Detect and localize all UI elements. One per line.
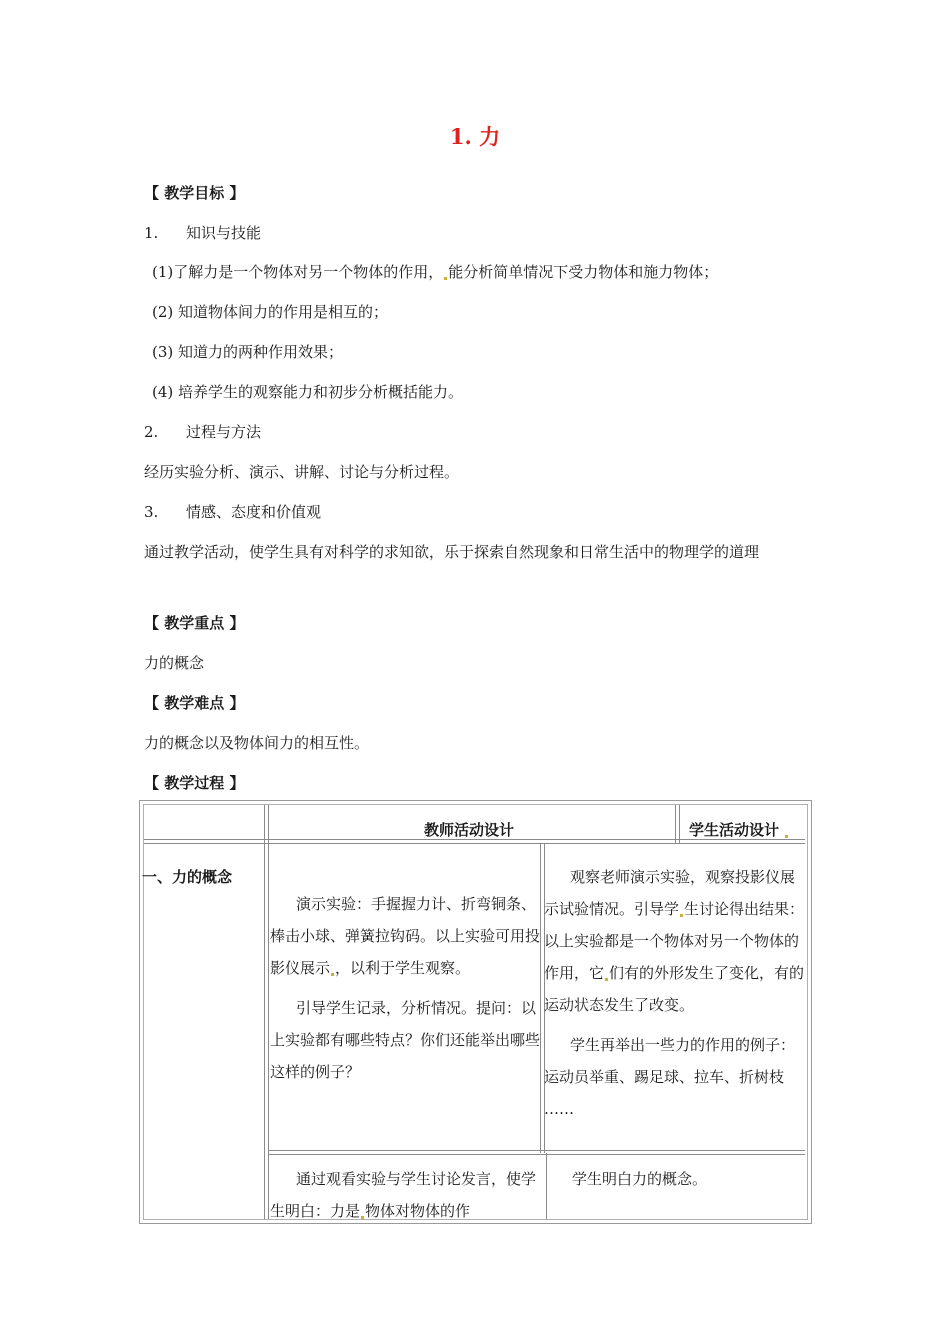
k2-number: 2. — [144, 423, 159, 441]
page-title: 1. 力 — [449, 124, 501, 149]
difficulty-heading: 【 教学难点 】 — [144, 694, 245, 712]
row2-student-cell — [546, 1163, 802, 1195]
process-table — [139, 800, 812, 1224]
row1-teacher-p1 — [270, 888, 540, 984]
k1-item-4: (4) 培养学生的观察能力和初步分析概括能力。 — [152, 383, 464, 401]
difficulty-body: 力的概念以及物体间力的相互性。 — [144, 734, 370, 752]
row1-student-p1-c: 们有的外形发生了变化，有的运动状态发生了改变。 — [544, 964, 805, 1014]
col-divider-2-header — [675, 805, 680, 843]
row-divider — [268, 1150, 805, 1155]
k2-heading — [144, 422, 261, 442]
k1-number: 1. — [144, 224, 159, 242]
k3-text: 情感、态度和价值观 — [186, 503, 322, 521]
row2-student-text: 学生明白力的概念。 — [572, 1170, 708, 1188]
k1-item-1-a: (1)了解力是一个物体对另一个物体的作用， — [152, 263, 444, 281]
row1-teacher-p1-a: 演示实验：手握握力计、折弯铜条、棒击小球、弹簧拉钩码。以上实验可用投影仪展示 — [270, 895, 541, 977]
mark-dot — [444, 277, 447, 280]
row1-teacher-p1-b: ，以利于学生观察。 — [335, 959, 471, 977]
mark-dot — [331, 973, 334, 976]
row2-teacher-a: 通过观看实验与学生讨论发言，使学生明白：力是 — [270, 1170, 537, 1219]
header-student — [689, 820, 789, 840]
k3-body: 通过教学活动，使学生具有对科学的求知欲，乐于探索自然现象和日常生活中的物理学的道理 — [144, 543, 760, 561]
header-student-label: 学生活动设计 — [689, 821, 780, 839]
k3-heading — [144, 502, 321, 522]
k1-item-3: (3) 知道力的两种作用效果； — [152, 343, 344, 361]
row2-teacher-cell — [270, 1163, 542, 1219]
k3-number: 3. — [144, 503, 159, 521]
row1-student-p2: 学生再举出一些力的作用的例子：运动员举重、踢足球、拉车、折树枝 …… — [544, 1036, 796, 1118]
row1-student-p1-b: 生讨论得出结果：以上实验都是一个物体对另一个物体的作用，它 — [544, 900, 805, 982]
row1-student-p1-a: 观察老师演示实验，观察投影仪展示试验情况。引导学 — [544, 868, 796, 918]
k1-item-2: (2) 知道物体间力的作用是相互的； — [152, 303, 389, 321]
goals-heading: 【 教学目标 】 — [144, 184, 245, 202]
k2-text: 过程与方法 — [186, 423, 262, 441]
row1-student-p1 — [544, 861, 806, 1021]
key-body: 力的概念 — [144, 654, 205, 672]
k2-body: 经历实验分析、演示、讲解、讨论与分析过程。 — [144, 463, 460, 481]
header-teacher: 教师活动设计 — [424, 821, 515, 839]
row1-teacher-cell — [270, 888, 540, 1088]
k1-item-1-b: 能分析简单情况下受力物体和施力物体； — [448, 263, 719, 281]
key-heading: 【 教学重点 】 — [144, 614, 245, 632]
k1-heading — [144, 223, 261, 243]
row1-student-cell — [544, 861, 806, 1125]
mark-dot — [361, 1216, 364, 1219]
col-divider-1 — [264, 805, 269, 1219]
k1-item-1 — [152, 262, 718, 282]
row1-teacher-p2: 引导学生记录，分析情况。提问：以上实验都有哪些特点？你们还能举出哪些这样的例子？ — [270, 999, 541, 1081]
mark-dot — [605, 978, 608, 981]
k1-text: 知识与技能 — [186, 224, 262, 242]
row2-teacher-text — [270, 1163, 542, 1219]
process-heading: 【 教学过程 】 — [144, 774, 245, 792]
row1-label: 一、力的概念 — [142, 868, 233, 886]
mark-dot — [680, 914, 683, 917]
row2-teacher-b: 物体对物体的作 — [365, 1202, 471, 1219]
mark-dot — [785, 835, 788, 838]
